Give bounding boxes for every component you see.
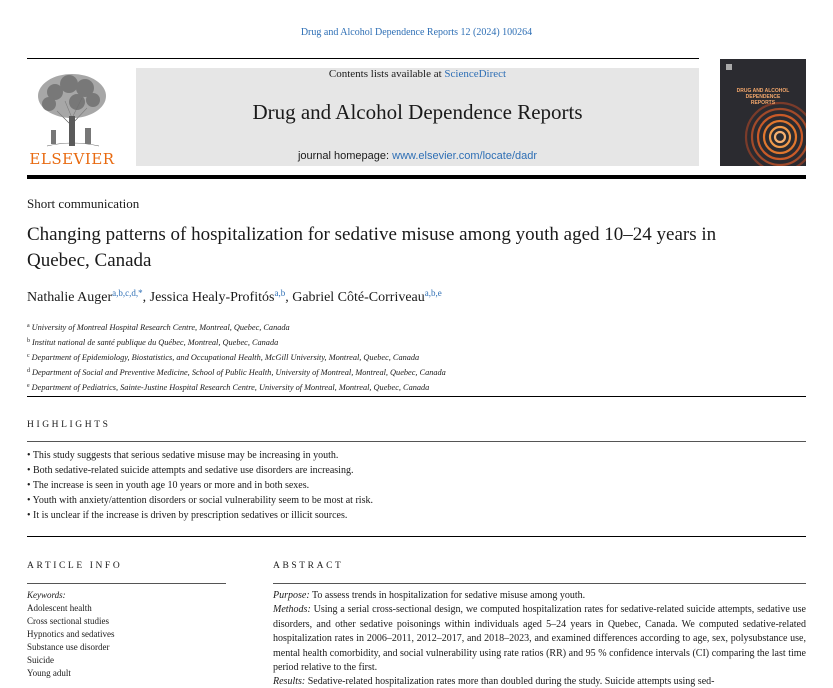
homepage-line: [136, 150, 699, 162]
cover-spiral-art: [720, 59, 806, 166]
highlights-bottom-rule: [27, 536, 806, 537]
elsevier-wordmark[interactable]: ELSEVIER: [29, 150, 115, 168]
affiliation-mark: b: [27, 337, 30, 344]
affiliation-mark: d: [27, 367, 30, 374]
methods-label: Methods:: [273, 604, 311, 616]
highlight-item: • Both sedative-related suicide attempts and sedative use disorders are increasing.: [27, 463, 373, 478]
highlight-item: • It is unclear if the increase is driven by prescription sedatives or illicit sources.: [27, 508, 373, 523]
affiliation-list: [27, 320, 446, 395]
author-affiliation-marks[interactable]: a,b: [274, 288, 286, 298]
affiliation-item: [27, 320, 446, 335]
highlights-top-rule: [27, 396, 806, 397]
affiliation-item: [27, 365, 446, 380]
cover-title: [720, 89, 806, 106]
author-affiliation-marks[interactable]: a,b,e: [424, 288, 442, 298]
author-affiliation-marks[interactable]: a,b,c,d,*: [112, 288, 143, 298]
affiliation-mark: e: [27, 382, 30, 389]
affiliation-item: [27, 380, 446, 395]
journal-title: Drug and Alcohol Dependence Reports: [252, 100, 583, 124]
affiliation-item: [27, 335, 446, 350]
keyword-item[interactable]: Adolescent health: [27, 603, 92, 613]
keywords-block: [27, 589, 114, 680]
keyword-item[interactable]: Cross sectional studies: [27, 616, 109, 626]
sciencedirect-link[interactable]: ScienceDirect: [444, 68, 507, 80]
abstract-body: [273, 589, 806, 688]
author-name[interactable]: Nathalie Auger: [27, 290, 113, 305]
cover-title-line-2: DEPENDENCE: [745, 93, 781, 100]
abstract-results: [273, 675, 806, 688]
homepage-link[interactable]: www.elsevier.com/locate/dadr: [392, 150, 538, 162]
article-title: Changing patterns of hospitalization for sedative misuse among youth aged 10–24 years in Quebec, Canada: [27, 224, 717, 271]
keywords-label: Keywords:: [27, 590, 66, 600]
keyword-item[interactable]: Substance use disorder: [27, 642, 110, 652]
keyword-item[interactable]: Hypnotics and sedatives: [27, 629, 115, 639]
highlights-divider: [27, 441, 806, 442]
contents-line: [136, 68, 699, 80]
purpose-text: To assess trends in hospitalization for sedative misuse among youth.: [309, 590, 586, 601]
article-info-heading: ARTICLE INFO: [27, 561, 123, 571]
cover-title-line-1: DRUG AND ALCOHOL: [736, 88, 790, 94]
affiliation-text: Department of Social and Preventive Medicine, School of Public Health, University of Montreal, Montreal, Quebec, Canada: [32, 367, 446, 377]
affiliation-text: University of Montreal Hospital Research Centre, Montreal, Quebec, Canada: [31, 323, 290, 332]
abstract-divider: [273, 583, 806, 584]
keyword-item[interactable]: Suicide: [27, 655, 54, 665]
author-name[interactable]: Gabriel Côté-Corriveau: [292, 290, 425, 305]
affiliation-mark: c: [27, 352, 30, 359]
journal-cover[interactable]: [720, 59, 806, 166]
journal-citation[interactable]: Drug and Alcohol Dependence Reports 12 (2024) 100264: [300, 27, 533, 38]
results-label: Results:: [273, 676, 306, 688]
article-info-divider: [27, 583, 226, 584]
purpose-label: Purpose:: [273, 590, 310, 601]
affiliation-text: Department of Epidemiology, Biostatistics, and Occupational Health, McGill University, Montreal, Quebec, Canada: [31, 352, 420, 362]
article-type: Short communication: [27, 196, 140, 211]
abstract-methods: [273, 603, 806, 675]
highlight-item: • This study suggests that serious sedative misuse may be increasing in youth.: [27, 448, 373, 463]
author-list: Nathalie Auger$^{a,b,c,d,*}$, Jessica Healy-Profitós$^{a,b}$, Gabriel Côté-Corriveau$^{a,b,e}$: [27, 288, 442, 305]
header-rule: [27, 58, 699, 59]
abstract-purpose: [273, 589, 806, 603]
highlights-heading: HIGHLIGHTS: [27, 420, 111, 430]
affiliation-text: Institut national de santé publique du Québec, Montreal, Quebec, Canada: [32, 337, 279, 347]
methods-text: Using a serial cross-sectional design, we computed hospitalization rates for sedative-related suicide attempts, sedative use disorders, and other sedative poisonings within individuals aged 5–24 years in Quebec, Canada. We computed sedative-related hospitalization rates in 2006–2011, 2012–2017, and 2018–2023, and examined differences according to age, sex, polysubstance use, mental health comorbidity, and social vulnerability using rate ratios (RR) and 95 % confidence intervals (CI) comparing the last time period relative to the first.: [273, 604, 806, 674]
header-thick-rule: [27, 175, 806, 179]
author-name[interactable]: Jessica Healy-Profitós: [149, 290, 275, 305]
affiliation-text: Department of Pediatrics, Sainte-Justine Hospital Research Centre, University of Montreal, Montreal, Quebec, Canada: [31, 382, 430, 392]
cover-title-line-3: REPORTS: [750, 99, 776, 106]
homepage-prefix: journal homepage:: [297, 150, 393, 162]
affiliation-mark: a: [27, 323, 30, 329]
contents-prefix: Contents lists available at: [328, 68, 445, 80]
highlights-list: [27, 448, 373, 523]
affiliation-item: [27, 350, 446, 365]
abstract-heading: ABSTRACT: [273, 561, 344, 571]
keyword-item[interactable]: Young adult: [27, 668, 71, 678]
results-text: Sedative-related hospitalization rates more than doubled during the study. Suicide attempts using sed-: [305, 676, 715, 688]
highlight-item: • The increase is seen in youth age 10 years or more and in both sexes.: [27, 478, 373, 493]
highlight-item: • Youth with anxiety/attention disorders or social vulnerability seem to be most at risk.: [27, 493, 373, 508]
